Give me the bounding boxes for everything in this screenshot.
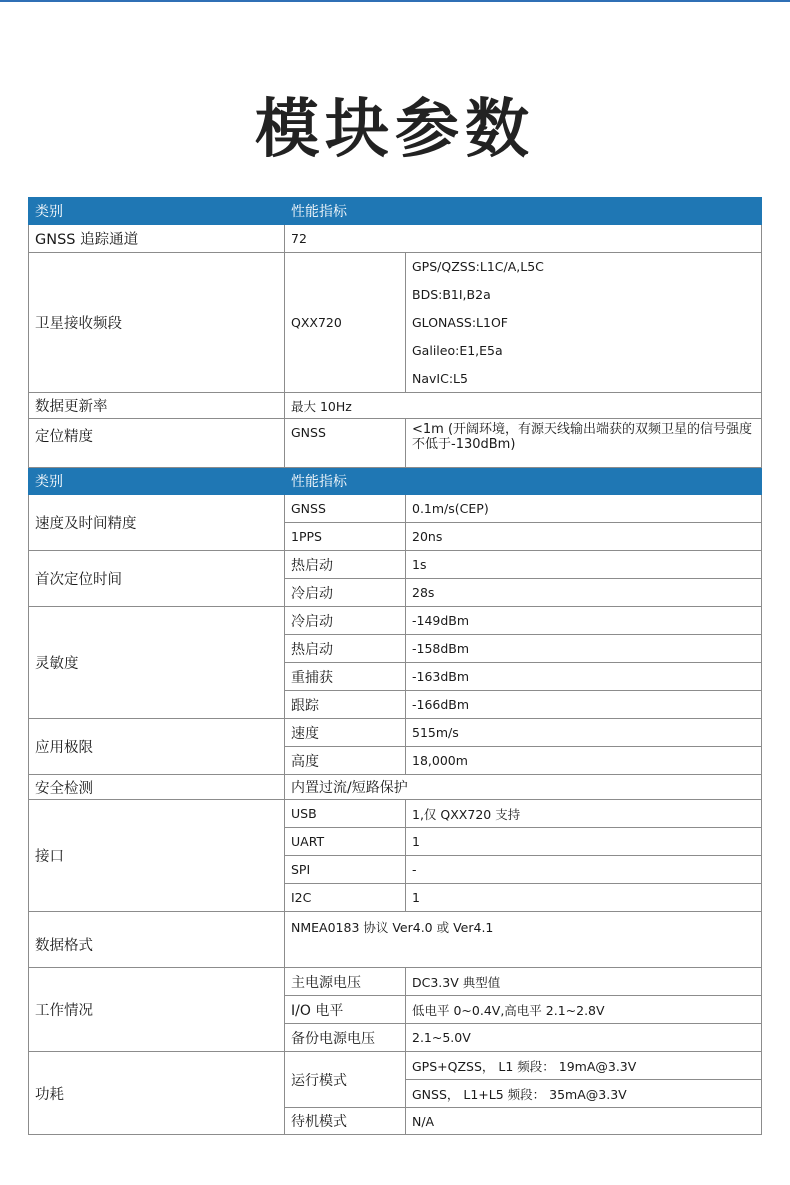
row-label: 数据格式 bbox=[29, 912, 285, 968]
row-sub: 主电源电压 bbox=[285, 968, 406, 996]
row-sub: 运行模式 bbox=[285, 1052, 406, 1108]
row-value: 1,仅 QXX720 支持 bbox=[406, 800, 762, 828]
row-value: 18,000m bbox=[406, 747, 762, 775]
row-value: 0.1m/s(CEP) bbox=[406, 495, 762, 523]
row-value: 28s bbox=[406, 579, 762, 607]
row-value: 20ns bbox=[406, 523, 762, 551]
table-row bbox=[29, 393, 762, 419]
row-value: -166dBm bbox=[406, 691, 762, 719]
row-label: 首次定位时间 bbox=[29, 551, 285, 607]
row-value: 低电平 0~0.4V,高电平 2.1~2.8V bbox=[406, 996, 762, 1024]
row-sub: 备份电源电压 bbox=[285, 1024, 406, 1052]
row-value: <1m (开阔环境，有源天线输出端获的双频卫星的信号强度不低于-130dBm) bbox=[406, 419, 762, 468]
table-header-row bbox=[29, 468, 762, 495]
row-value: 1 bbox=[406, 884, 762, 912]
row-sub: I2C bbox=[285, 884, 406, 912]
table-row bbox=[29, 225, 762, 253]
row-sub: USB bbox=[285, 800, 406, 828]
band-item: BDS:B1I,B2a bbox=[406, 281, 762, 309]
row-label: 卫星接收频段 bbox=[29, 253, 285, 393]
header-spec: 性能指标 bbox=[285, 468, 762, 495]
table-row bbox=[29, 719, 762, 747]
header-spec: 性能指标 bbox=[285, 198, 762, 225]
row-value: GNSS， L1+L5 频段： 35mA@3.3V bbox=[406, 1080, 762, 1108]
row-label: 工作情况 bbox=[29, 968, 285, 1052]
row-sub: I/O 电平 bbox=[285, 996, 406, 1024]
row-label: 功耗 bbox=[29, 1052, 285, 1135]
table-header-row bbox=[29, 198, 762, 225]
table-row bbox=[29, 912, 762, 968]
row-sub: 冷启动 bbox=[285, 607, 406, 635]
row-sub: 重捕获 bbox=[285, 663, 406, 691]
row-sub: 跟踪 bbox=[285, 691, 406, 719]
row-value: 2.1~5.0V bbox=[406, 1024, 762, 1052]
row-sub: UART bbox=[285, 828, 406, 856]
row-value: N/A bbox=[406, 1108, 762, 1135]
table-row bbox=[29, 1052, 762, 1080]
row-label: 应用极限 bbox=[29, 719, 285, 775]
row-value: DC3.3V 典型值 bbox=[406, 968, 762, 996]
table-row bbox=[29, 551, 762, 579]
page-title: 模块参数 bbox=[255, 93, 535, 167]
row-label: 数据更新率 bbox=[29, 393, 285, 419]
spec-table bbox=[28, 197, 762, 1135]
row-sub: 速度 bbox=[285, 719, 406, 747]
row-label: 定位精度 bbox=[29, 419, 285, 468]
row-label: 灵敏度 bbox=[29, 607, 285, 719]
row-sub: SPI bbox=[285, 856, 406, 884]
row-value: - bbox=[406, 856, 762, 884]
header-category: 类别 bbox=[29, 468, 285, 495]
row-sub: GNSS bbox=[285, 419, 406, 468]
row-value: GPS+QZSS， L1 频段： 19mA@3.3V bbox=[406, 1052, 762, 1080]
row-value: NMEA0183 协议 Ver4.0 或 Ver4.1 bbox=[285, 912, 762, 968]
row-sub: 热启动 bbox=[285, 635, 406, 663]
row-label: 速度及时间精度 bbox=[29, 495, 285, 551]
table-row bbox=[29, 607, 762, 635]
row-value: 72 bbox=[285, 225, 762, 253]
table-row bbox=[29, 495, 762, 523]
top-divider bbox=[0, 0, 790, 2]
row-sub: 待机模式 bbox=[285, 1108, 406, 1135]
row-value: 内置过流/短路保护 bbox=[285, 775, 762, 800]
row-label: GNSS 追踪通道 bbox=[29, 225, 285, 253]
band-item: GLONASS:L1OF bbox=[406, 309, 762, 337]
row-sub: 冷启动 bbox=[285, 579, 406, 607]
table-row bbox=[29, 253, 762, 281]
row-value: -163dBm bbox=[406, 663, 762, 691]
row-label: 安全检测 bbox=[29, 775, 285, 800]
row-sub: GNSS bbox=[285, 495, 406, 523]
row-value: -149dBm bbox=[406, 607, 762, 635]
row-sub: QXX720 bbox=[285, 253, 406, 393]
row-value: 1s bbox=[406, 551, 762, 579]
band-item: Galileo:E1,E5a bbox=[406, 337, 762, 365]
band-item: GPS/QZSS:L1C/A,L5C bbox=[406, 253, 762, 281]
table-row bbox=[29, 800, 762, 828]
row-value: 1 bbox=[406, 828, 762, 856]
row-value: -158dBm bbox=[406, 635, 762, 663]
row-sub: 热启动 bbox=[285, 551, 406, 579]
header-category: 类别 bbox=[29, 198, 285, 225]
row-sub: 1PPS bbox=[285, 523, 406, 551]
row-sub: 高度 bbox=[285, 747, 406, 775]
table-row bbox=[29, 968, 762, 996]
table-row bbox=[29, 419, 762, 468]
table-row bbox=[29, 775, 762, 800]
row-value: 515m/s bbox=[406, 719, 762, 747]
row-label: 接口 bbox=[29, 800, 285, 912]
band-item: NavIC:L5 bbox=[406, 365, 762, 393]
row-value: 最大 10Hz bbox=[285, 393, 762, 419]
